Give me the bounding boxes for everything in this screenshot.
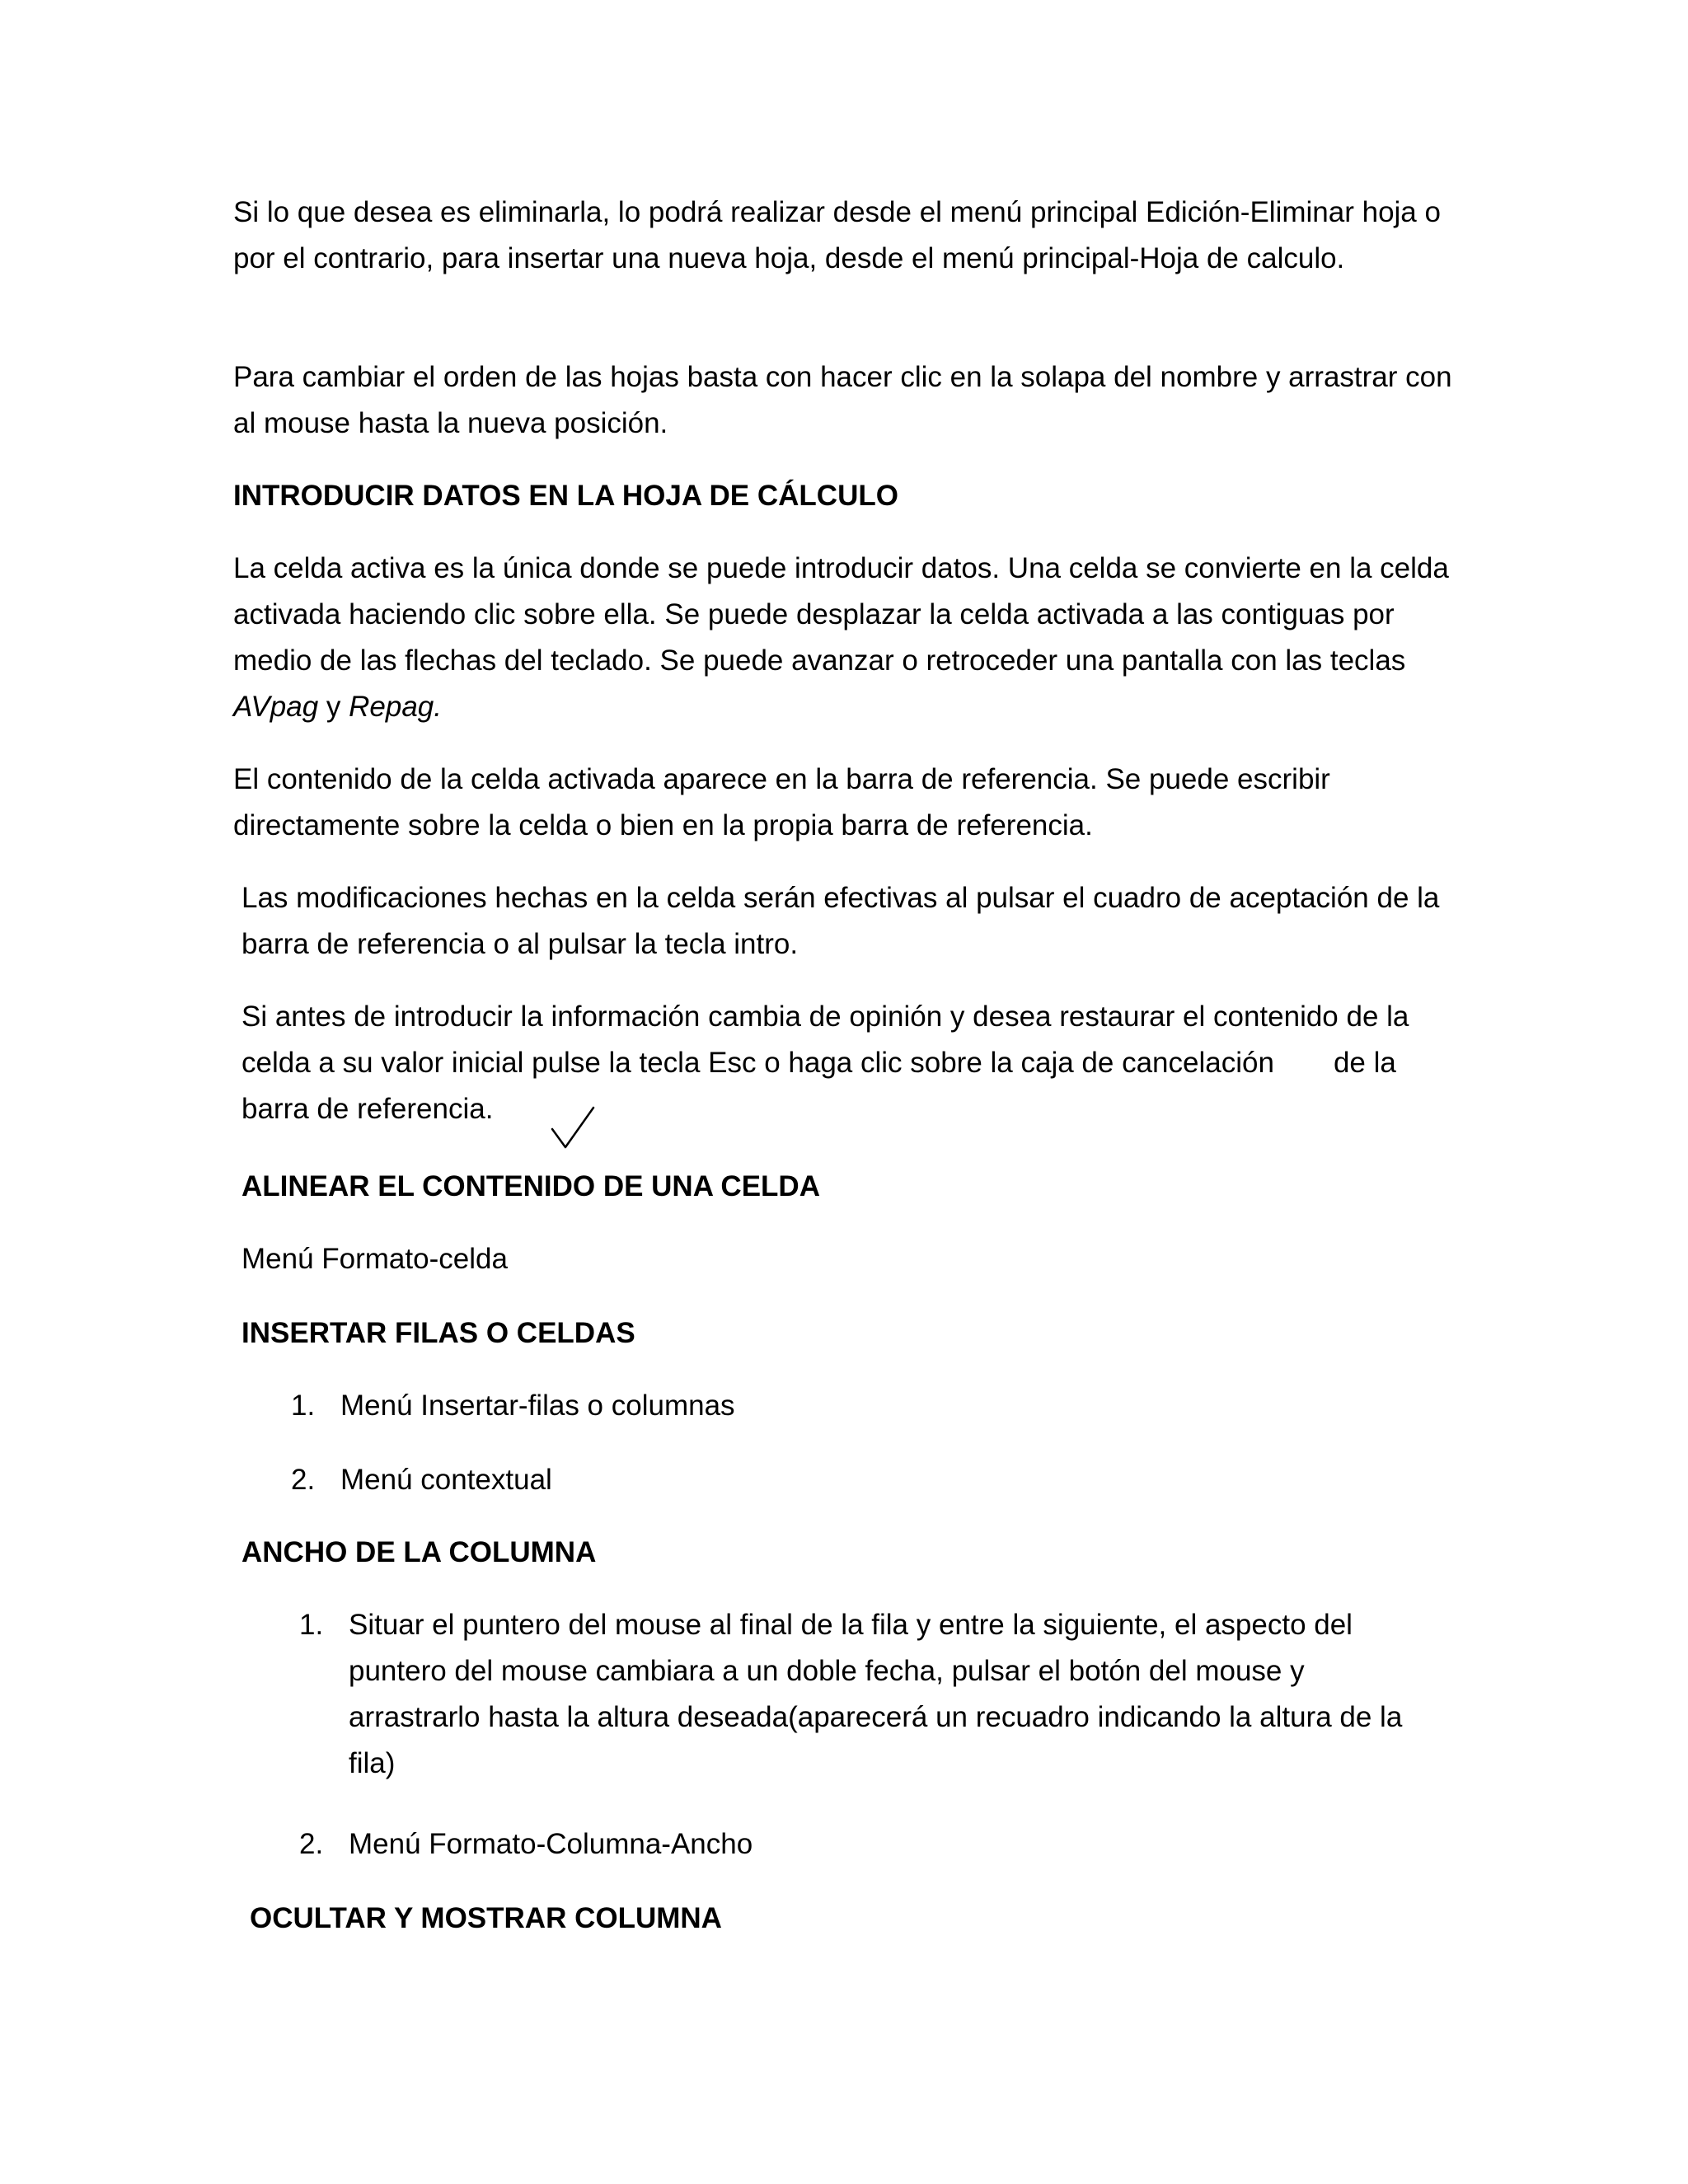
paragraph-restaurar-tail: de la barra de referencia. (241, 1047, 1396, 1125)
checkmark-icon (551, 1104, 597, 1154)
list-item-number: 2. (299, 1828, 324, 1860)
heading-ocultar-mostrar: OCULTAR Y MOSTRAR COLUMNA (250, 1902, 722, 1934)
heading-insertar-filas: INSERTAR FILAS O CELDAS (241, 1317, 635, 1349)
paragraph-restaurar-text: Si antes de introducir la información cambia de opinión y desea restaurar el contenido de la celda a su valor inicial pulse la tecla Esc o haga clic sobre la caja de cancelación (241, 1001, 1409, 1079)
heading-alinear-contenido: ALINEAR EL CONTENIDO DE UNA CELDA (241, 1170, 820, 1202)
paragraph-barra-referencia: El contenido de la celda activada aparece en la barra de referencia. Se puede escribir directamente sobre la celda o bien en la propia barra de referencia. (233, 763, 1330, 841)
key-repag: Repag. (349, 691, 442, 723)
paragraph-menu-formato-celda: Menú Formato-celda (241, 1243, 508, 1275)
conjunction-y: y (318, 691, 349, 723)
list-item-number: 1. (291, 1390, 316, 1422)
key-avpag: AVpag (233, 691, 319, 723)
heading-introducir-datos: INTRODUCIR DATOS EN LA HOJA DE CÁLCULO (233, 480, 898, 512)
heading-ancho-columna: ANCHO DE LA COLUMNA (241, 1536, 597, 1568)
paragraph-celda-activa-text: La celda activa es la única donde se puede introducir datos. Una celda se convierte en la celda activada haciendo clic sobre ella. Se puede desplazar la celda activada a las contiguas por medio de las flechas del teclado. Se puede avanzar o retroceder una pantalla con las teclas (233, 552, 1449, 677)
paragraph-restaurar-contenido (241, 994, 1461, 1132)
paragraph-celda-activa (233, 546, 1453, 730)
list-item-number: 2. (291, 1464, 316, 1496)
paragraph-modificaciones: Las modificaciones hechas en la celda serán efectivas al pulsar el cuadro de aceptación de la barra de referencia o al pulsar la tecla intro. (241, 882, 1440, 960)
list-item-number: 1. (299, 1609, 324, 1641)
paragraph-eliminar-hoja: Si lo que desea es eliminarla, lo podrá realizar desde el menú principal Edición-Eliminar hoja o por el contrario, para insertar una nueva hoja, desde el menú principal-Hoja de calculo. (233, 196, 1441, 274)
list-item: Menú Insertar-filas o columnas (340, 1390, 735, 1422)
list-item: Situar el puntero del mouse al final de la fila y entre la siguiente, el aspecto del puntero del mouse cambiara a un doble fecha, pulsar el botón del mouse y arrastrarlo hasta la altura deseada(aparecerá un recuadro indicando la altura de la fila) (349, 1609, 1403, 1779)
list-item: Menú Formato-Columna-Ancho (349, 1828, 753, 1860)
paragraph-cambiar-orden: Para cambiar el orden de las hojas basta con hacer clic en la solapa del nombre y arrastrar con al mouse hasta la nueva posición. (233, 361, 1452, 439)
list-item: Menú contextual (340, 1464, 552, 1496)
